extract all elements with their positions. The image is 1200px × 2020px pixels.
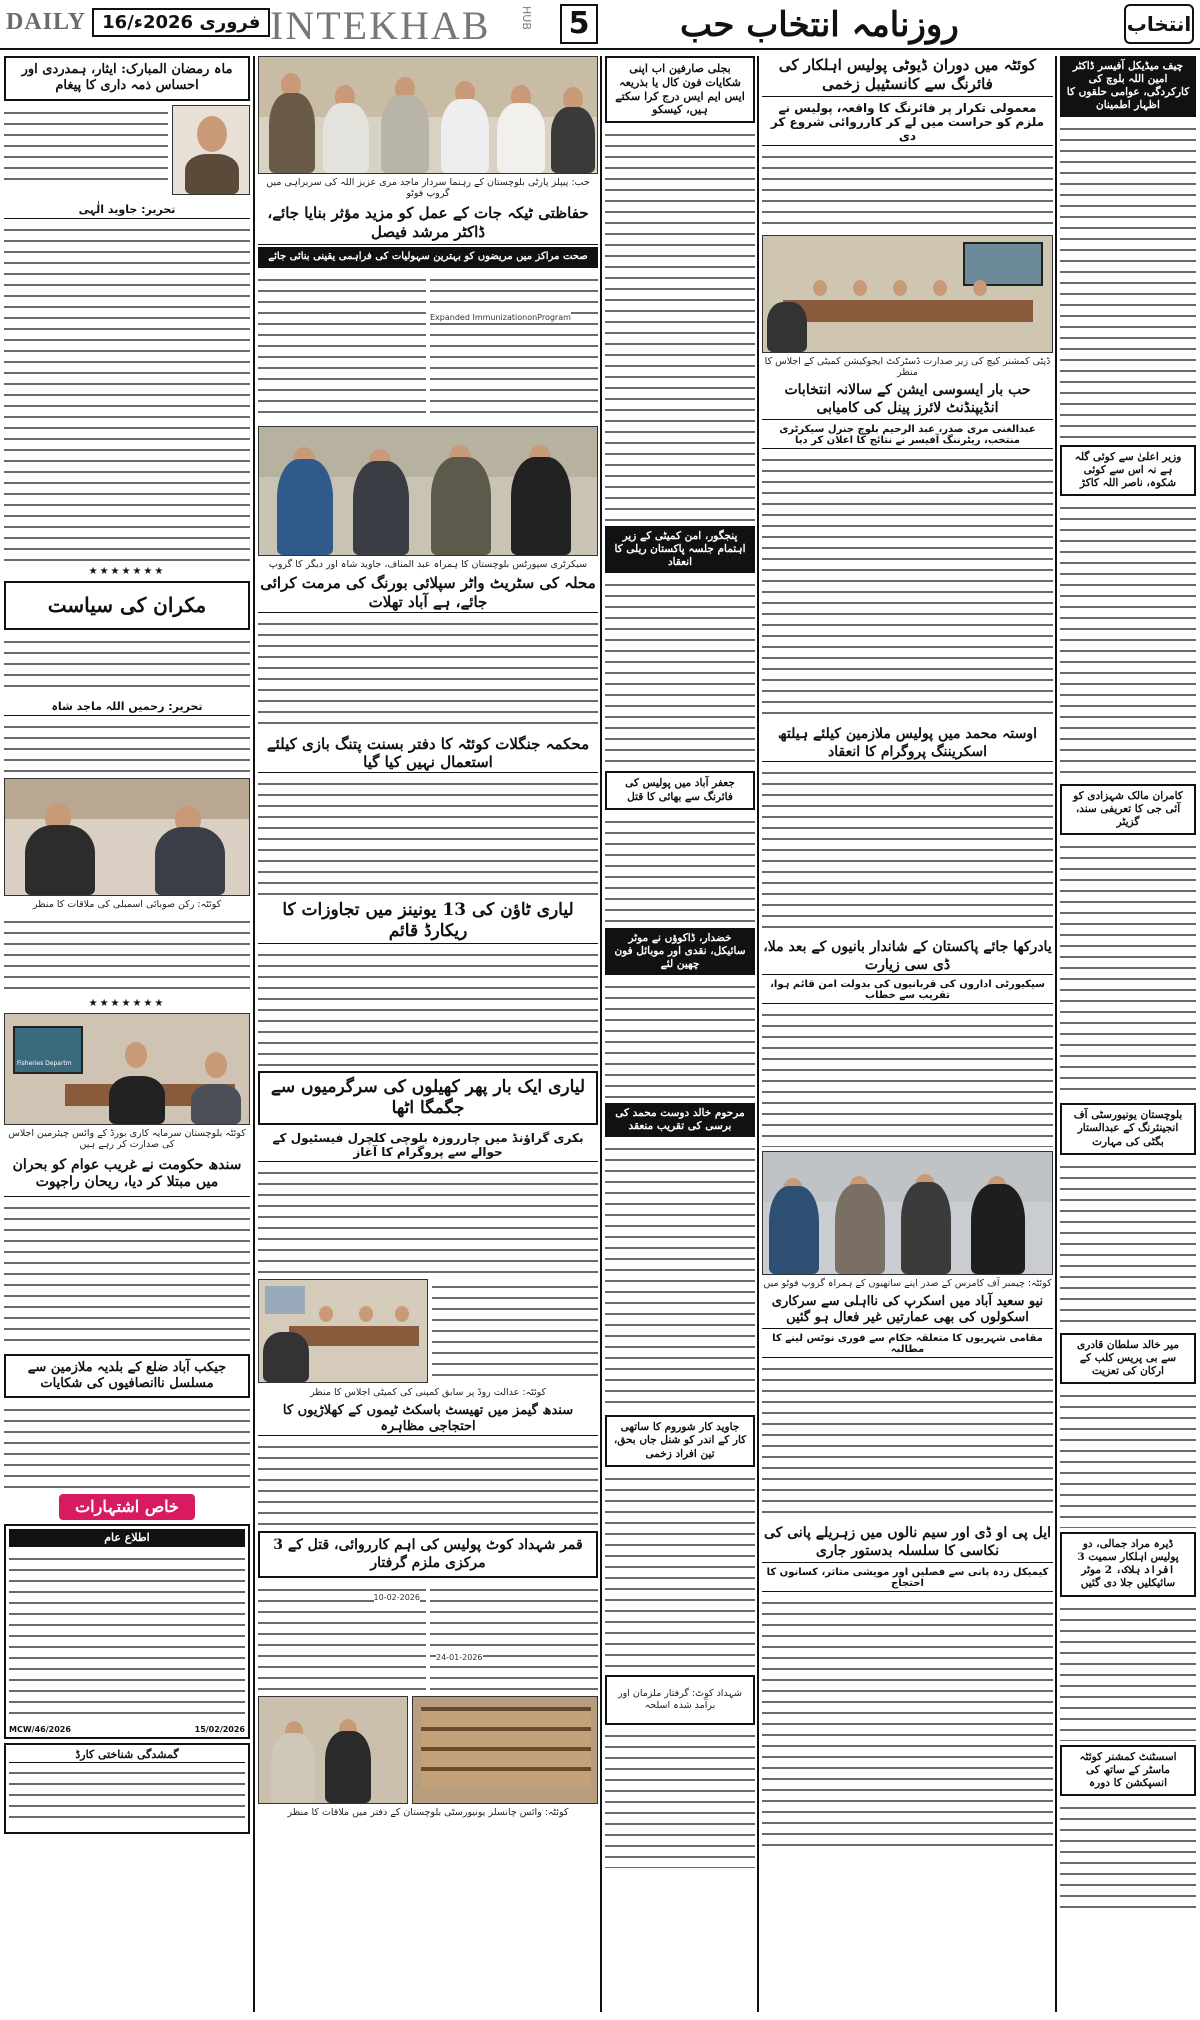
column-rule xyxy=(600,56,602,2012)
article-headline: میر خالد سلطان قادری سے بی پریس کلب کے ارکان کی تعزیت xyxy=(1060,1333,1196,1384)
article-subheadline: کیمیکل زدہ پانی سے فصلیں اور مویشی متاثر، کسانوں کا احتجاج xyxy=(762,1565,1053,1592)
article-headline: جاوید کار شوروم کا ساتھی کار کے اندر کو شنل جاں بحق، تین افراد زخمی xyxy=(605,1415,755,1466)
author-photo xyxy=(172,105,250,195)
article-text xyxy=(605,979,755,1099)
article-text xyxy=(605,1141,755,1411)
separator-stars: ★★★★★★★ xyxy=(88,997,166,1009)
group-photo xyxy=(762,1151,1053,1275)
article-text xyxy=(258,1582,426,1692)
article-subheadline: بکری گراؤنڈ میں چارروزہ بلوچی کلچرل فیسٹیول کے حوالے سے پروگرام کا آغاز xyxy=(258,1129,598,1162)
article-headline: لیاری ایک بار پھر کھیلوں کی سرگرمیوں سے جگمگا اٹھا xyxy=(258,1071,598,1126)
article-text xyxy=(258,1165,598,1275)
article-headline: مکران کی سیاست xyxy=(4,581,250,630)
masthead-urdu-title: روزنامہ انتخاب حب xyxy=(680,5,959,45)
article-date: 24-01-2026 xyxy=(436,1653,483,1663)
photo-caption: کوئٹہ: عدالت روڈ پر سابق کمپنی کی کمیٹی اجلاس کا منظر xyxy=(309,1387,547,1399)
article-headline: ماہ رمضان المبارک: ایثار، ہمدردی اور احساس ذمہ داری کا پیغام xyxy=(4,56,250,101)
column-news-2 xyxy=(762,56,1053,2012)
article-text xyxy=(4,914,250,994)
article-text xyxy=(605,577,755,767)
article-text xyxy=(762,765,1053,935)
screen-label: Fisheries Departm xyxy=(17,1059,72,1067)
article-text xyxy=(605,1728,755,1868)
ad-text xyxy=(9,1765,245,1825)
article-headline: جیکب آباد ضلع کے بلدیہ ملازمین سے مسلسل ناانصافیوں کی شکایات xyxy=(4,1354,250,1399)
english-term: Expanded ImmunizationonProgram xyxy=(430,312,571,322)
ad-date: 15/02/2026 xyxy=(194,1724,245,1734)
article-text xyxy=(430,272,598,422)
masthead xyxy=(0,0,1200,50)
arrest-photo xyxy=(605,1675,755,1725)
group-photo xyxy=(258,56,598,174)
masthead-daily: DAILY xyxy=(6,9,87,35)
article-headline: چیف میڈیکل آفیسر ڈاکٹر امین اللہ بلوچ کی کارکردگی، عوامی حلقوں کا اظہار اطمینان xyxy=(1060,56,1196,117)
article-headline: اسسٹنٹ کمشنر کوئٹہ ماسٹر کے ساتھ کی انسپکشن کا دورہ xyxy=(1060,1745,1196,1796)
article-text xyxy=(4,1402,250,1490)
byline: تحریر: رحمیں اللہ ماجد شاہ xyxy=(4,698,250,716)
article-headline: ڈیرہ مراد جمالی، دو پولیس اہلکار سمیت 3 افراد ہلاک، 2 موٹر سائیکلیں جلا دی گئیں xyxy=(1060,1532,1196,1597)
article-headline: لیاری ٹاؤن کی 13 یونینز میں تجاوزات کا ریکارڈ قائم xyxy=(258,900,598,944)
ad-title: اطلاع عام xyxy=(9,1529,245,1547)
article-headline: خضدار، ڈاکوؤں نے موٹر سائیکل، نقدی اور موبائل فون چھین لئے xyxy=(605,928,755,975)
newspaper-logo: انتخاب xyxy=(1124,4,1194,44)
separator-stars: ★★★★★★★ xyxy=(88,565,166,577)
article-text xyxy=(258,616,598,731)
article-text xyxy=(605,814,755,924)
meeting-photo xyxy=(4,778,250,896)
photo-caption: شہداد کوٹ: گرفتار ملزمان اور برآمد شدہ اسلحہ xyxy=(618,1688,742,1711)
article-text xyxy=(4,719,250,774)
conference-photo xyxy=(4,1013,250,1125)
article-text xyxy=(258,272,426,422)
article-headline: پنجگور، امن کمیٹی کے زیر اہتمام جلسہ پاکستان ریلی کا انعقاد xyxy=(605,526,755,573)
photo-caption: کوئٹہ: وائس چانسلر یونیورسٹی بلوچستان کے دفتر میں ملاقات کا منظر xyxy=(287,1807,569,1819)
article-headline: قمر شہداد کوٹ پولیس کی اہم کارروائی، قتل کے 3 مرکزی ملزم گرفتار xyxy=(258,1531,598,1578)
column-rule xyxy=(253,56,255,2012)
public-notice-ad xyxy=(4,1524,250,1739)
column-rule xyxy=(1055,56,1057,2012)
article-text xyxy=(1060,1800,1196,1910)
masthead-date: 16/فروری 2026ء xyxy=(92,8,270,37)
meeting-photo xyxy=(258,1279,428,1383)
article-headline: کامران مالک شہزادی کو آئی جی کا تعریفی سند، گزیٹر xyxy=(1060,784,1196,835)
article-subheadline: سیکیورٹی اداروں کی قربانیوں کی بدولت امن قائم ہوا، تقریب سے خطاب xyxy=(762,977,1053,1004)
photo-caption: کوئٹہ: رکن صوبائی اسمبلی کی ملاقات کا منظر xyxy=(32,898,222,910)
column-rule xyxy=(757,56,759,2012)
article-subheadline: معمولی تکرار پر فائرنگ کا واقعہ، پولیس نے ملزم کو حراست میں لے کر کارروائی شروع کر دی xyxy=(762,99,1053,146)
ad-title: گمشدگی شناختی کارڈ xyxy=(9,1748,245,1763)
masthead-brand: INTEKHAB xyxy=(270,3,491,48)
article-text xyxy=(430,1582,598,1692)
article-text xyxy=(258,776,598,896)
article-text xyxy=(762,1007,1053,1147)
article-date: 10-02-2026 xyxy=(373,1593,420,1603)
masthead-hub: HUB xyxy=(520,6,533,30)
ad-text xyxy=(9,1551,245,1721)
article-headline: بلوچستان یونیورسٹی آف انجینئرنگ کے عبدالستار بگٹی کی مہارت xyxy=(1060,1103,1196,1154)
column-news-1 xyxy=(1060,56,1196,2012)
article-text xyxy=(432,1279,598,1383)
article-headline: محکمہ جنگلات کوئٹہ کا دفتر بسنت پتنگ بازی کیلئے استعمال نہیں کیا گیا xyxy=(258,735,598,774)
article-text xyxy=(605,127,755,522)
article-headline: سندھ گیمز میں تھیسٹ باسکٹ ٹیموں کے کھلاڑیوں کا احتجاجی مظاہرہ xyxy=(258,1403,598,1437)
article-text xyxy=(1060,1601,1196,1741)
article-headline: اوستہ محمد میں پولیس ملازمین کیلئے ہیلتھ اسکریننگ پروگرام کا انعقاد xyxy=(762,726,1053,762)
special-ads-banner: خاص اشتہارات xyxy=(59,1494,195,1520)
opinion-column xyxy=(4,56,250,2012)
article-subheadline: صحت مراکز میں مریضوں کو بہترین سہولیات کی فراہمی یقینی بنائی جائے xyxy=(258,247,598,268)
photo-caption: کوئٹہ بلوچستان سرمایہ کاری بورڈ کے وائس چیئرمین اجلاس کی صدارت کر رہے ہیں xyxy=(8,1127,246,1151)
office-photo xyxy=(258,1696,408,1804)
article-headline: حفاظتی ٹیکہ جات کے عمل کو مزید مؤثر بنایا جائے، ڈاکٹر مرشد فیصل xyxy=(258,204,598,246)
byline: تحریر: جاوید الٰہی xyxy=(4,201,250,219)
meeting-photo xyxy=(762,235,1053,353)
article-headline: یادرکھا جائے پاکستان کے شاندار بانیوں کے بعد ملا، ڈی سی زیارت xyxy=(762,939,1053,975)
article-text xyxy=(4,105,168,185)
article-headline: ایل پی او ڈی اور سیم نالوں میں زہریلے پانی کی نکاسی کا سلسلہ بدستور جاری xyxy=(762,1525,1053,1563)
article-subheadline: مقامی شہریوں کا متعلقہ حکام سے فوری نوٹس لینے کا مطالبہ xyxy=(762,1331,1053,1358)
article-text xyxy=(4,222,250,562)
article-text xyxy=(1060,839,1196,1099)
ad-reference: MCW/46/2026 xyxy=(9,1724,71,1734)
photo-caption: حب: پیپلز پارٹی بلوچستان کے رہنما سردار ماجد مری عزیز اللہ کی سربراہی میں گروپ فوٹو xyxy=(266,177,590,200)
bookshelf-photo xyxy=(412,1696,598,1804)
article-text xyxy=(1060,1159,1196,1329)
article-headline: سندھ حکومت نے غریب عوام کو بحران میں مبتلا کر دیا، ریحان راجپوت xyxy=(4,1155,250,1197)
lost-id-ad xyxy=(4,1743,250,1834)
photo-caption: ڈپٹی کمشنر کیچ کی زیر صدارت ڈسٹرکٹ ایجوکیشن کمیٹی کے اجلاس کا منظر xyxy=(764,355,1051,378)
article-text xyxy=(258,1439,598,1527)
photo-caption: سیکرٹری سپورٹس بلوچستان کا ہمراہ عبد المناف، جاوید شاہ اور دیگر کا گروپ xyxy=(268,558,588,570)
article-text xyxy=(762,1361,1053,1521)
column-news-4 xyxy=(258,56,598,2012)
article-text xyxy=(1060,1388,1196,1528)
article-subheadline: عبدالغنی مری صدر، عبد الرحیم بلوچ جنرل سیکرٹری منتخب، ریٹرننگ آفیسر نے نتائج کا اعلان کر دیا xyxy=(762,422,1053,449)
article-text xyxy=(1060,121,1196,441)
article-text xyxy=(762,452,1053,722)
article-headline: وزیر اعلیٰ سے کوئی گلہ ہے نہ اس سے کوئی شکوہ، ناصر اللہ کاکڑ xyxy=(1060,445,1196,496)
column-news-3 xyxy=(605,56,755,2012)
article-text xyxy=(762,1595,1053,1855)
article-headline: مرحوم خالد دوست محمد کی برسی کی تقریب منعقد xyxy=(605,1103,755,1137)
article-text xyxy=(605,1471,755,1671)
article-text xyxy=(1060,500,1196,780)
article-headline: جعفر آباد میں پولیس کی فائرنگ سے بھائی کا قتل xyxy=(605,771,755,809)
article-headline: محلہ کی سٹریٹ واٹر سپلائی بورنگ کی مرمت کرائی جائے، ہے آباد تھلات xyxy=(258,574,598,613)
sports-photo xyxy=(258,426,598,556)
page-number: 5 xyxy=(560,4,598,44)
article-text xyxy=(762,149,1053,231)
article-text xyxy=(4,634,250,694)
article-text xyxy=(4,1200,250,1350)
article-headline: بجلی صارفین اب اپنی شکایات فون کال یا بذریعہ ایس ایم ایس درج کرا سکتے ہیں، کیسکو xyxy=(605,56,755,123)
photo-caption: کوئٹہ: چیمبر آف کامرس کے صدر اپنے ساتھیوں کے ہمراہ گروپ فوٹو میں xyxy=(763,1278,1052,1290)
article-headline: کوئٹہ میں دوران ڈیوٹی پولیس اہلکار کی فائرنگ سے کانسٹیبل زخمی xyxy=(762,56,1053,97)
article-text xyxy=(258,947,598,1067)
article-headline: حب بار ایسوسی ایشن کے سالانہ انتخابات انڈیپنڈنٹ لائرز پینل کی کامیابی xyxy=(762,382,1053,420)
article-headline: نیو سعید آباد میں اسکرپ کی نااہلی سے سرکاری اسکولوں کی بھی عمارتیں غیر فعال ہو گئیں xyxy=(762,1294,1053,1330)
